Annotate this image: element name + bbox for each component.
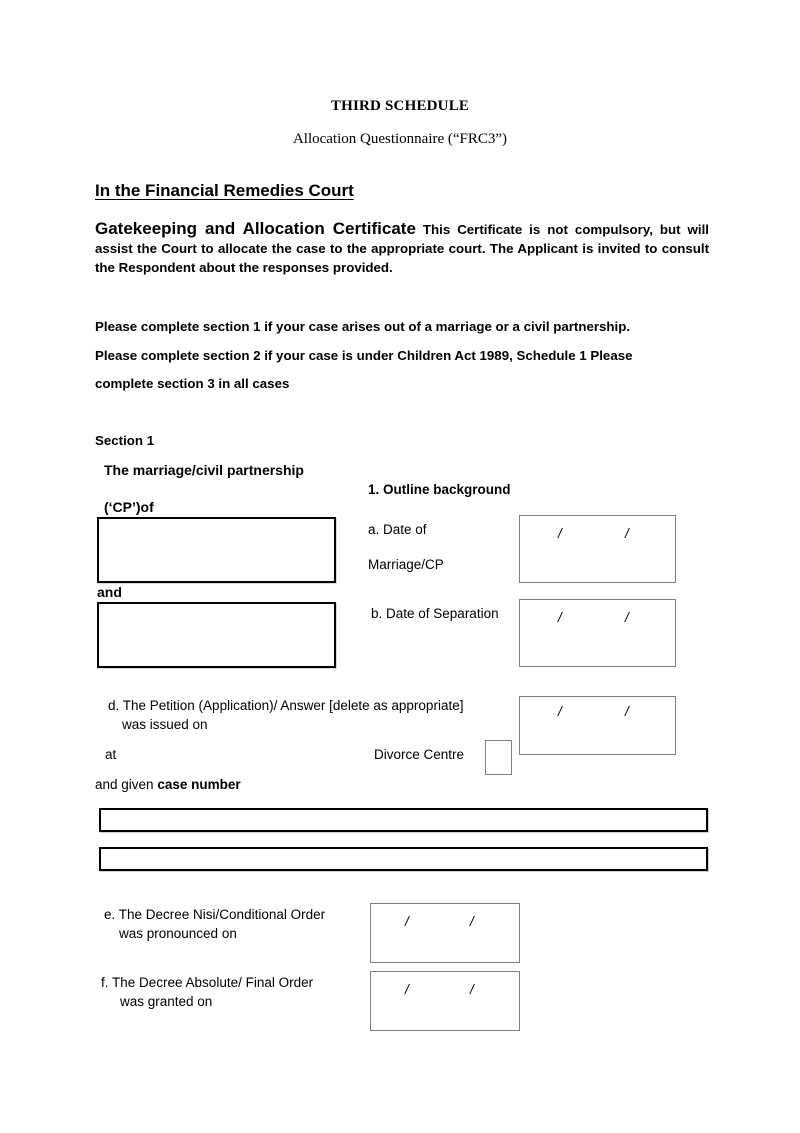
date-of-separation-label: b. Date of Separation <box>371 606 499 621</box>
case-number-label: case number <box>157 777 241 792</box>
decree-absolute-label-line2: was granted on <box>120 994 213 1009</box>
certificate-paragraph <box>95 219 709 277</box>
marriage-civil-partnership-label: The marriage/civil partnership <box>104 462 304 478</box>
case-number-prefix: and given <box>95 777 158 792</box>
petition-label-line1: d. The Petition (Application)/ Answer [delete as appropriate] <box>108 698 464 713</box>
decree-nisi-label-line2: was pronounced on <box>119 926 237 941</box>
date-separator-icon: / <box>470 914 474 929</box>
petition-label-line2: was issued on <box>122 717 208 732</box>
party-2-name-field[interactable] <box>97 602 336 668</box>
date-of-separation-field[interactable] <box>519 599 676 667</box>
party-1-name-field[interactable] <box>97 517 336 583</box>
certificate-title: Gatekeeping and Allocation Certificate <box>95 219 416 238</box>
decree-absolute-label <box>101 973 313 1011</box>
instruction-line-2: Please complete section 2 if your case is under Children Act 1989, Schedule 1 Please <box>95 348 633 363</box>
case-number-field-1[interactable] <box>99 808 708 832</box>
decree-absolute-date-field[interactable] <box>370 971 520 1031</box>
date-separator-icon: / <box>558 526 562 541</box>
instruction-line-3: complete section 3 in all cases <box>95 376 290 391</box>
document-title: THIRD SCHEDULE <box>330 98 470 114</box>
section-1-label: Section 1 <box>95 433 155 448</box>
and-label: and <box>97 584 122 600</box>
divorce-centre-label: Divorce Centre <box>374 747 465 762</box>
date-of-marriage-label-line1: a. Date of <box>368 522 427 537</box>
petition-issued-date-field[interactable] <box>519 696 676 755</box>
date-separator-icon: / <box>558 610 562 625</box>
document-subtitle: Allocation Questionnaire (“FRC3”) <box>292 131 508 147</box>
date-of-marriage-field[interactable] <box>519 515 676 583</box>
certificate-body: This Certificate is not compulsory, but will assist the Court to allocate the case to the appropriate court. The Applicant is invited to consult the Respondent about the responses provided. <box>95 222 709 275</box>
case-number-field-2[interactable] <box>99 847 708 871</box>
outline-background-heading: 1. Outline background <box>368 482 511 497</box>
date-separator-icon: / <box>625 526 629 541</box>
case-number-line <box>95 777 241 792</box>
date-separator-icon: / <box>558 704 562 719</box>
date-separator-icon: / <box>405 914 409 929</box>
date-of-marriage-label-line2: Marriage/CP <box>368 557 444 572</box>
at-label: at <box>105 747 117 762</box>
court-heading: In the Financial Remedies Court <box>95 181 354 200</box>
date-separator-icon: / <box>625 610 629 625</box>
decree-nisi-date-field[interactable] <box>370 903 520 963</box>
decree-nisi-label-line1: e. The Decree Nisi/Conditional Order <box>104 907 326 922</box>
date-separator-icon: / <box>625 704 629 719</box>
cp-of-label: (‘CP’)of <box>104 499 154 515</box>
date-separator-icon: / <box>405 982 409 997</box>
instruction-line-1: Please complete section 1 if your case arises out of a marriage or a civil partnership. <box>95 319 631 334</box>
decree-absolute-label-line1: f. The Decree Absolute/ Final Order <box>101 975 314 990</box>
decree-nisi-label <box>104 905 325 943</box>
date-separator-icon: / <box>470 982 474 997</box>
divorce-centre-field[interactable] <box>485 740 512 775</box>
